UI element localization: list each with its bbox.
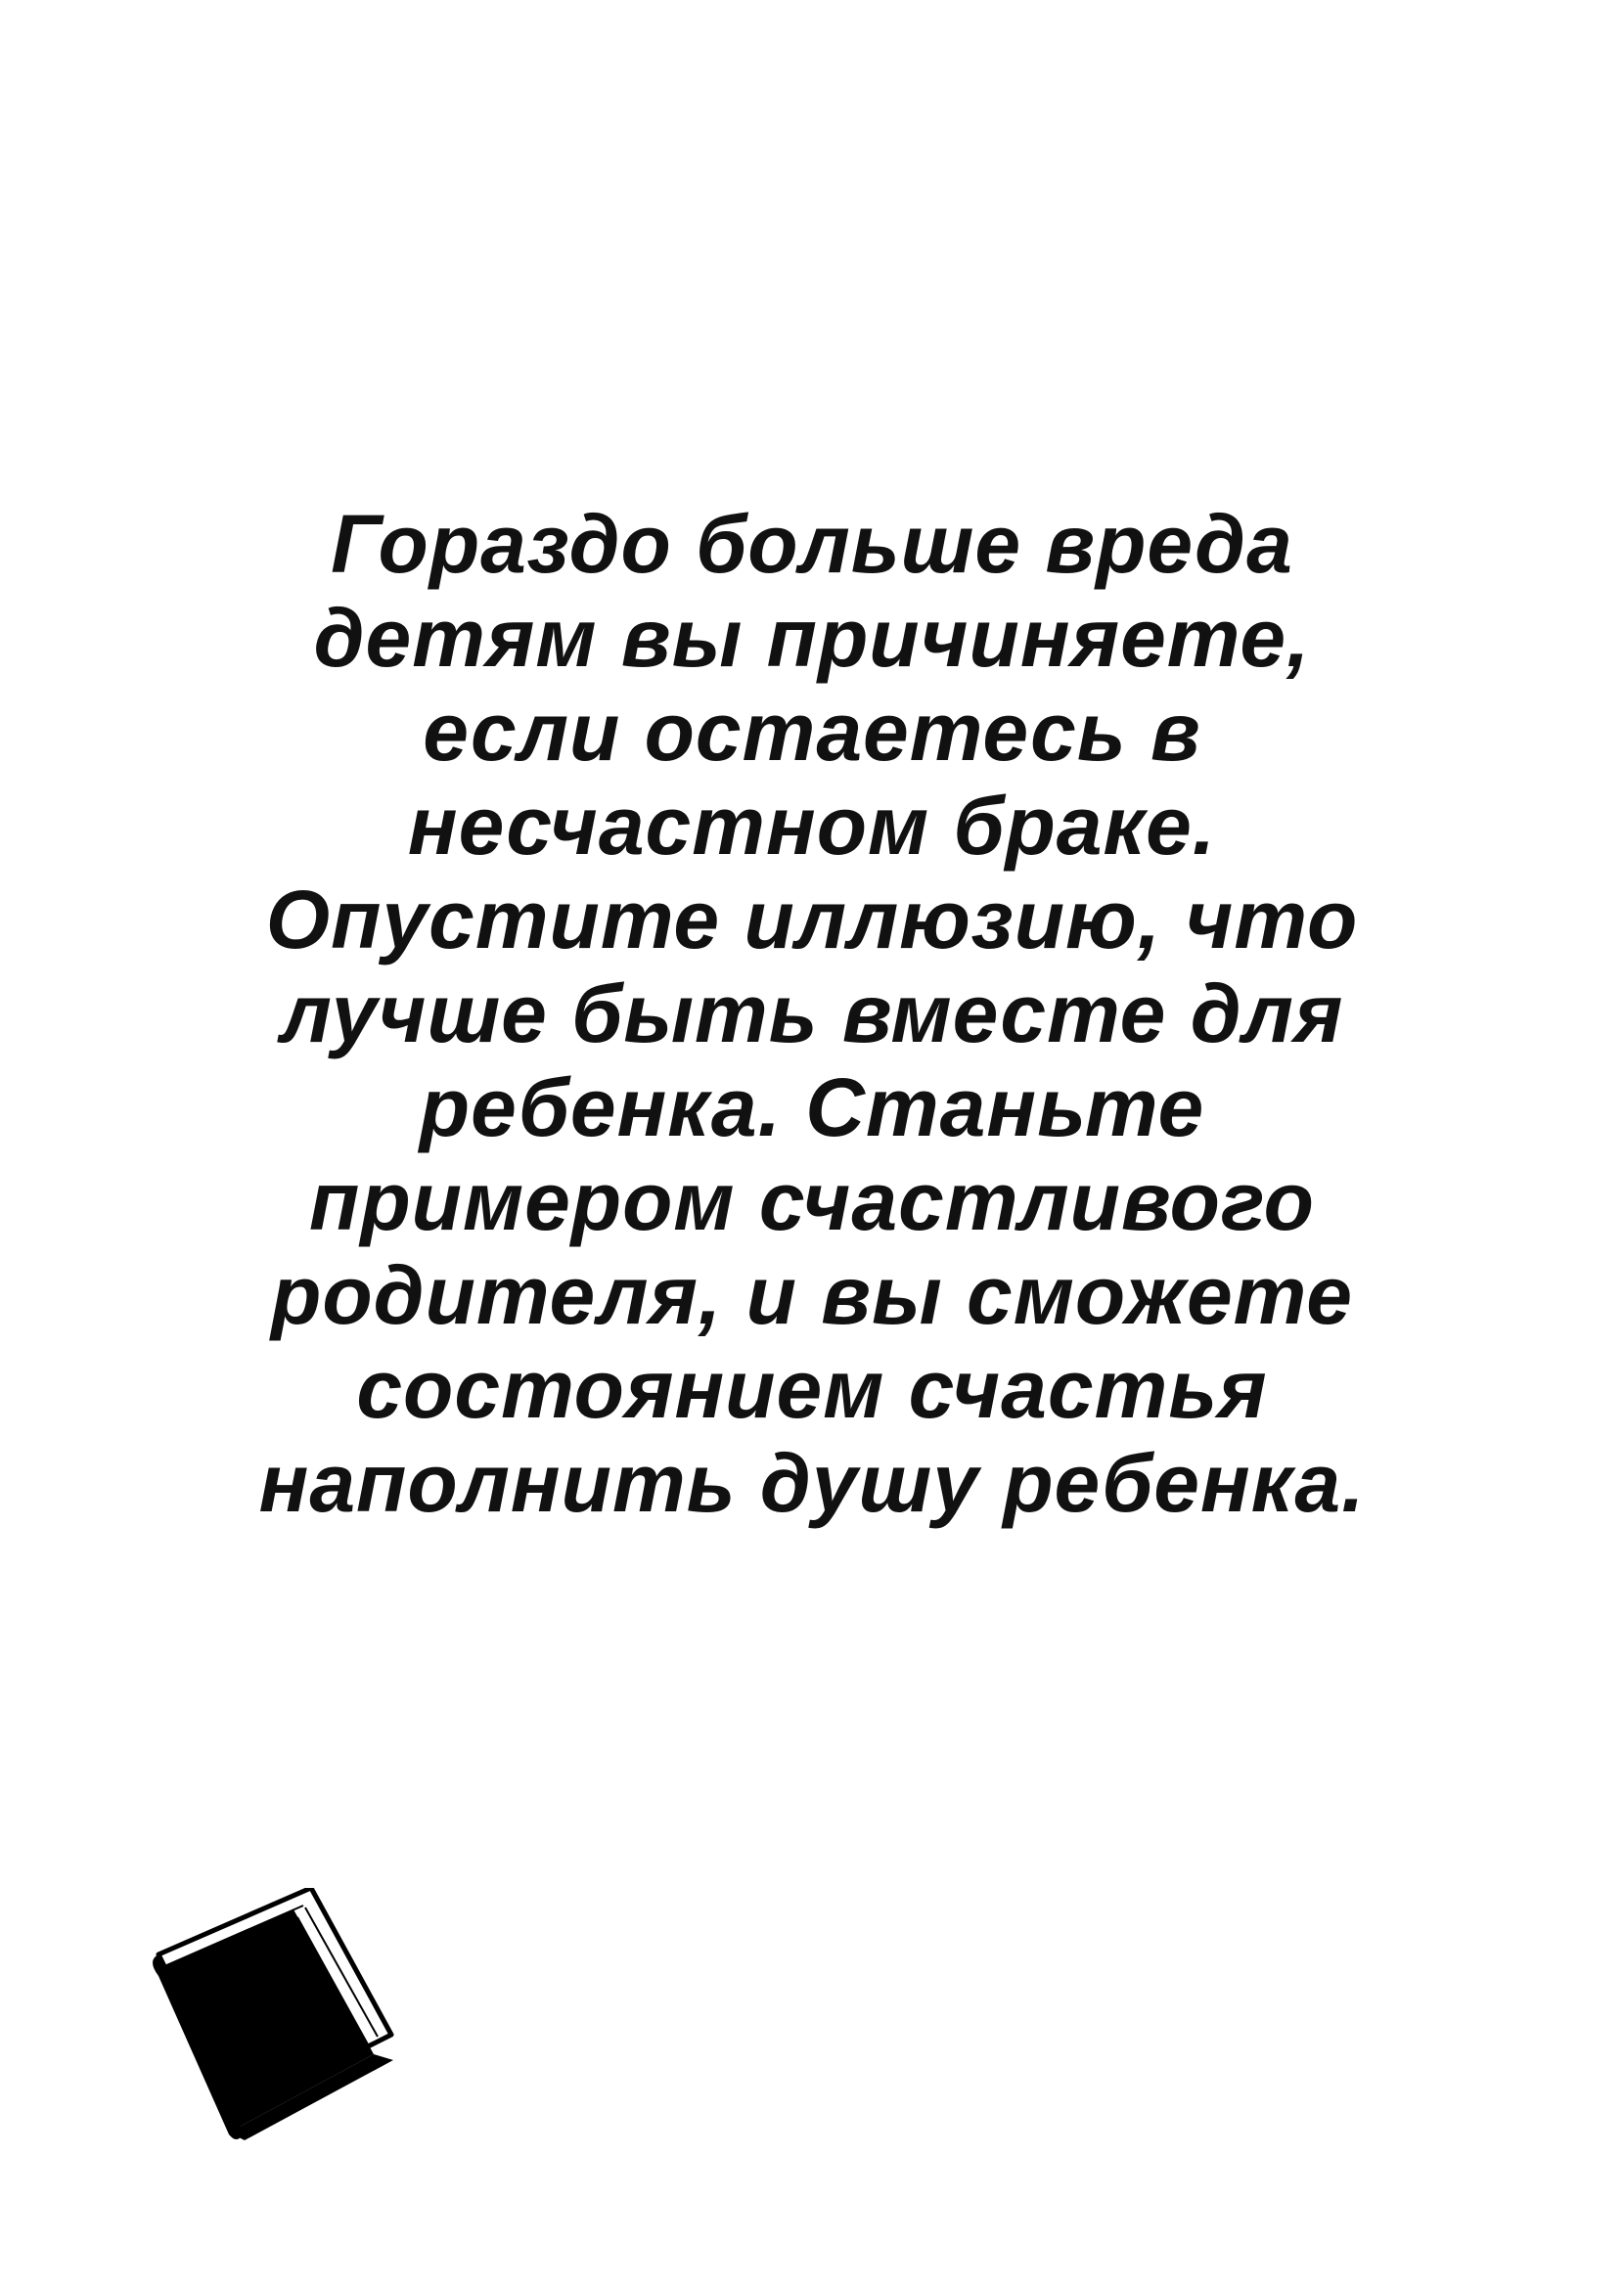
quote-line-11: наполнить душу ребенка. [258,1437,1366,1529]
quote-line-6: лучше быть вместе для [280,967,1344,1059]
quote-line-7: ребенка. Станьте [419,1061,1205,1153]
quote-text [0,497,1624,1530]
quote-line-8: примером счастливого [309,1155,1315,1247]
quote-line-3: если остаетесь в [423,686,1201,778]
quote-line-4: несчастном браке. [407,780,1217,872]
quote-line-1: Гораздо больше вреда [331,498,1293,590]
quote-line-5: Опустите иллюзию, что [265,874,1359,965]
quote-line-10: состоянием счастья [356,1343,1268,1435]
book-icon [147,1888,401,2152]
quote-line-2: детям вы причиняете, [313,592,1311,684]
quote-line-9: родителя, и вы сможете [271,1249,1353,1341]
